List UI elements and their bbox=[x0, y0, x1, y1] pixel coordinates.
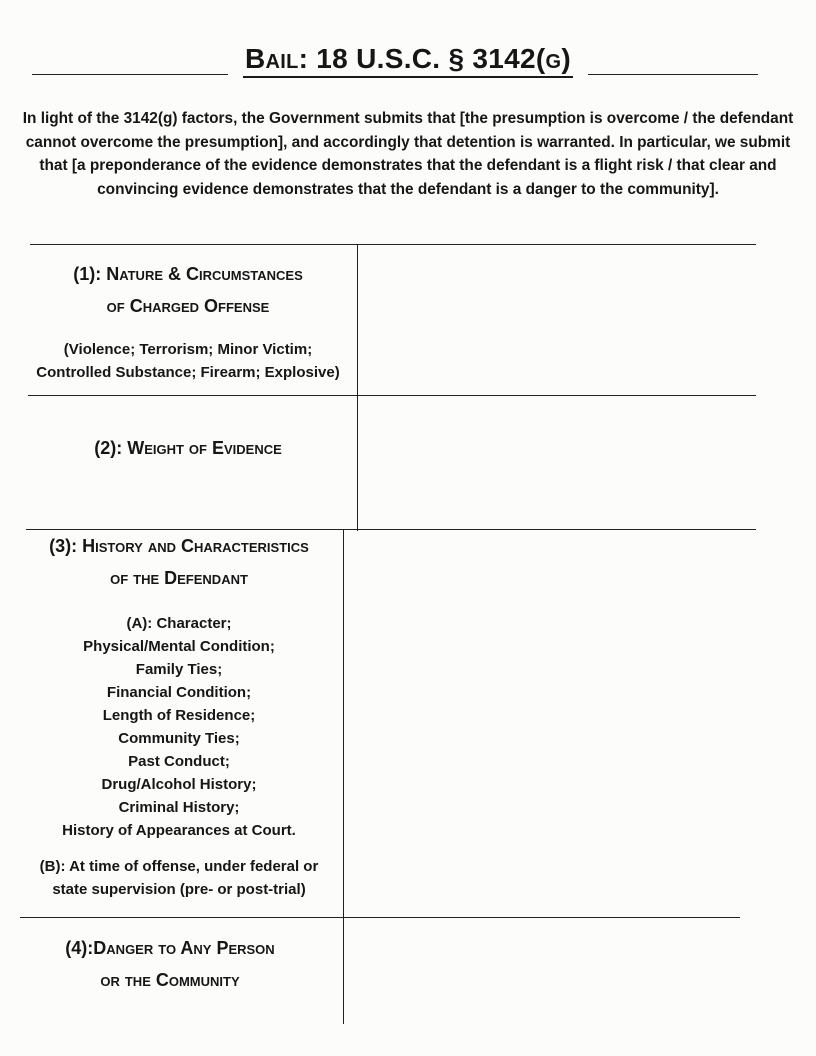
factor-3-item: Physical/Mental Condition; bbox=[83, 638, 275, 655]
factor-2-response-cell[interactable] bbox=[358, 396, 756, 529]
factor-4-response-cell[interactable] bbox=[344, 918, 740, 1024]
factor-4-heading-line1: (4):Danger to Any Person bbox=[65, 938, 275, 958]
factor-3-item: Criminal History; bbox=[118, 799, 240, 816]
factor-1-label bbox=[18, 258, 358, 384]
factor-3-item: Length of Residence; bbox=[102, 707, 256, 724]
factor-1-heading-line2: of Charged Offense bbox=[106, 296, 270, 316]
factor-4-heading-line2: or the Community bbox=[100, 970, 240, 990]
factor-3-item: Family Ties; bbox=[135, 661, 223, 678]
factor-1-detail-line1: (Violence; Terrorism; Minor Victim; bbox=[63, 341, 313, 358]
factor-3-item: History of Appearances at Court. bbox=[62, 822, 296, 839]
factor-3-label bbox=[10, 530, 348, 901]
intro-paragraph: In light of the 3142(g) factors, the Government submits that [the presumption is overcome / the defendant cannot overcome the presumption], and accordingly that detention is warranted. In particular, we submit that [a preponderance of the evidence demonstrates that the defendant is a flight risk / that clear and convincing evidence demonstrates that the defendant is a danger to the community]. bbox=[22, 110, 794, 198]
factor-3-item: (A): Character; bbox=[126, 615, 232, 632]
factor-4-label bbox=[0, 932, 340, 996]
factor-3-item: Drug/Alcohol History; bbox=[101, 776, 257, 793]
factor-2-label bbox=[18, 432, 358, 464]
factor-3-item-b-line1: (B): At time of offense, under federal or bbox=[39, 858, 319, 875]
factor-3-item-b-line2: state supervision (pre- or post-trial) bbox=[52, 881, 306, 898]
title-rule-left bbox=[32, 74, 228, 75]
factor-1-detail-line2: Controlled Substance; Firearm; Explosive) bbox=[36, 364, 340, 381]
factor-3-item: Community Ties; bbox=[118, 730, 240, 747]
factor-3-item: Past Conduct; bbox=[128, 753, 230, 770]
page-title-text: Bail: 18 U.S.C. § 3142(g) bbox=[243, 42, 573, 78]
factor-2-heading-line1: (2): Weight of Evidence bbox=[94, 438, 282, 458]
factor-3-heading-line2: of the Defendant bbox=[110, 568, 248, 588]
factor-3-item: Financial Condition; bbox=[106, 684, 252, 701]
factor-1-response-cell[interactable] bbox=[358, 245, 756, 395]
factor-3-response-cell[interactable] bbox=[344, 530, 756, 917]
factor-1-heading-line1: (1): Nature & Circumstances bbox=[73, 264, 303, 284]
page-title bbox=[0, 42, 816, 78]
title-rule-right bbox=[588, 74, 758, 75]
factor-3-heading-line1: (3): History and Characteristics bbox=[49, 536, 309, 556]
